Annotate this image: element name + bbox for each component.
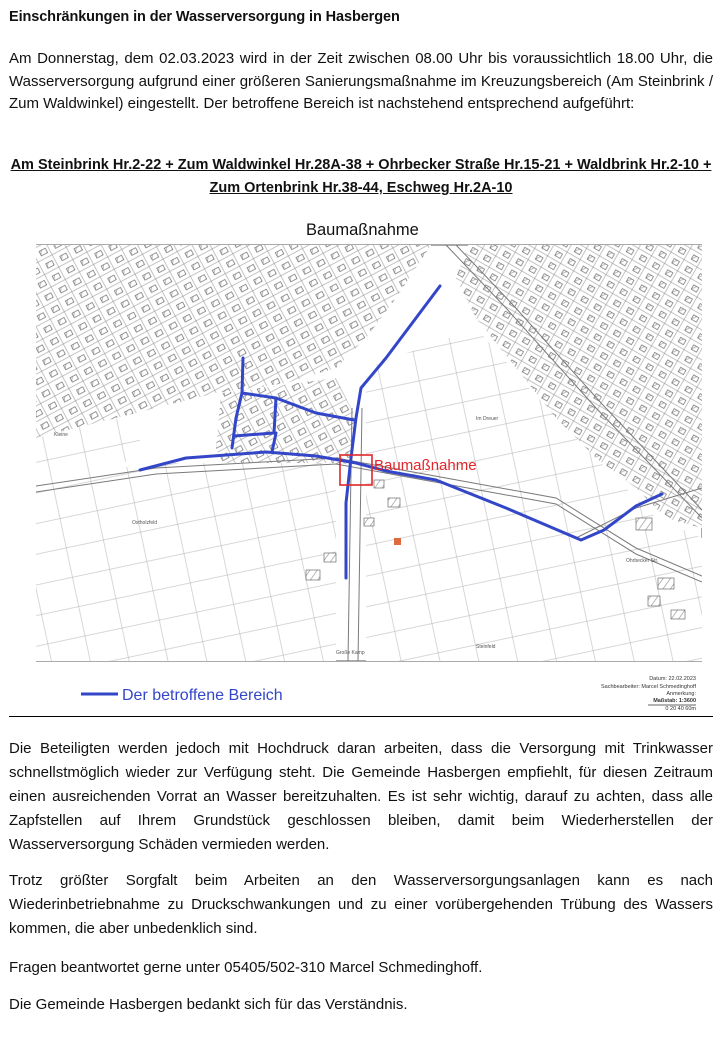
label-road-east: Ohrbecker Str. <box>626 558 659 564</box>
affected-streets: Am Steinbrink Hr.2-22 + Zum Waldwinkel Hr.28A-38 + Ohrbecker Straße Hr.15-21 + Waldbrink Hr.2-10 + Zum Ortenbrink Hr.38-44, Eschweg Hr.2A-10 <box>10 157 712 196</box>
stamp-note: Anmerkung: <box>666 691 696 697</box>
notice-heading: Einschränkungen in der Wasserversorgung in Hasbergen <box>9 9 400 25</box>
paragraph-pressure-note: Trotz größter Sorgfalt beim Arbeiten an den Wasserversorgungsanlagen kann es nach Wiederinbetriebnahme zu Druckschwankungen und zu einer vorübergehenden Trübung des Wassers kommen, die aber unbedenklich sind. <box>9 872 713 937</box>
label-west: Kleine <box>54 432 68 438</box>
label-south-east: Steinfeld <box>476 644 496 650</box>
map-stamp <box>601 676 696 712</box>
paragraph-instructions: Die Beteiligten werden jedoch mit Hochdruck daran arbeiten, dass die Versorgung mit Trinkwasser schnellstmöglich wieder zur Verfügung steht. Die Gemeinde Hasbergen empfiehlt, für diesen Zeitraum einen ausreichenden Vorrat an Wasser bereitzuhalten. Es ist sehr wichtig, darauf zu achten, dass alle Zapfstellen auf Ihrem Grundstück geschlossen bleiben, damit beim Wiederherstellen der Wasserversorgung Schäden vermieden werden. <box>9 740 713 853</box>
label-center-south: Ostholzfeld <box>132 520 158 526</box>
label-east: Im Dreuer <box>476 416 499 422</box>
stamp-date: Datum: 22.02.2023 <box>649 676 696 682</box>
map-graphic <box>36 218 702 712</box>
map-title: Baumaßnahme <box>306 221 419 239</box>
stamp-scale: Maßstab: 1:3600 <box>653 698 696 704</box>
divider <box>9 716 713 717</box>
stamp-clerk: Sachbearbeiter: Marcel Schmedinghoff <box>601 684 696 690</box>
legend-label: Der betroffene Bereich <box>122 687 283 704</box>
site-map <box>36 218 702 712</box>
paragraph-thanks: Die Gemeinde Hasbergen bedankt sich für das Verständnis. <box>9 996 408 1013</box>
field-southwest <box>36 463 336 661</box>
label-south-mid: Große Kamp <box>336 650 365 656</box>
intro-paragraph: Am Donnerstag, dem 02.03.2023 wird in der Zeit zwischen 08.00 Uhr bis voraussichtlich 18.00 Uhr, die Wasserversorgung aufgrund einer größeren Sanierungsmaßnahme im Kreuzungsbereich (Am Steinbrink / Zum Waldwinkel) eingestellt. Der betroffene Bereich ist nachstehend entsprechend aufgeführt: <box>9 50 713 112</box>
stamp-scalebar: 0 20 40 60m <box>665 706 696 712</box>
construction-site-label: Baumaßnahme <box>374 457 477 474</box>
marker-building <box>394 538 401 545</box>
paragraph-contact: Fragen beantwortet gerne unter 05405/502-310 Marcel Schmedinghoff. <box>9 959 483 976</box>
